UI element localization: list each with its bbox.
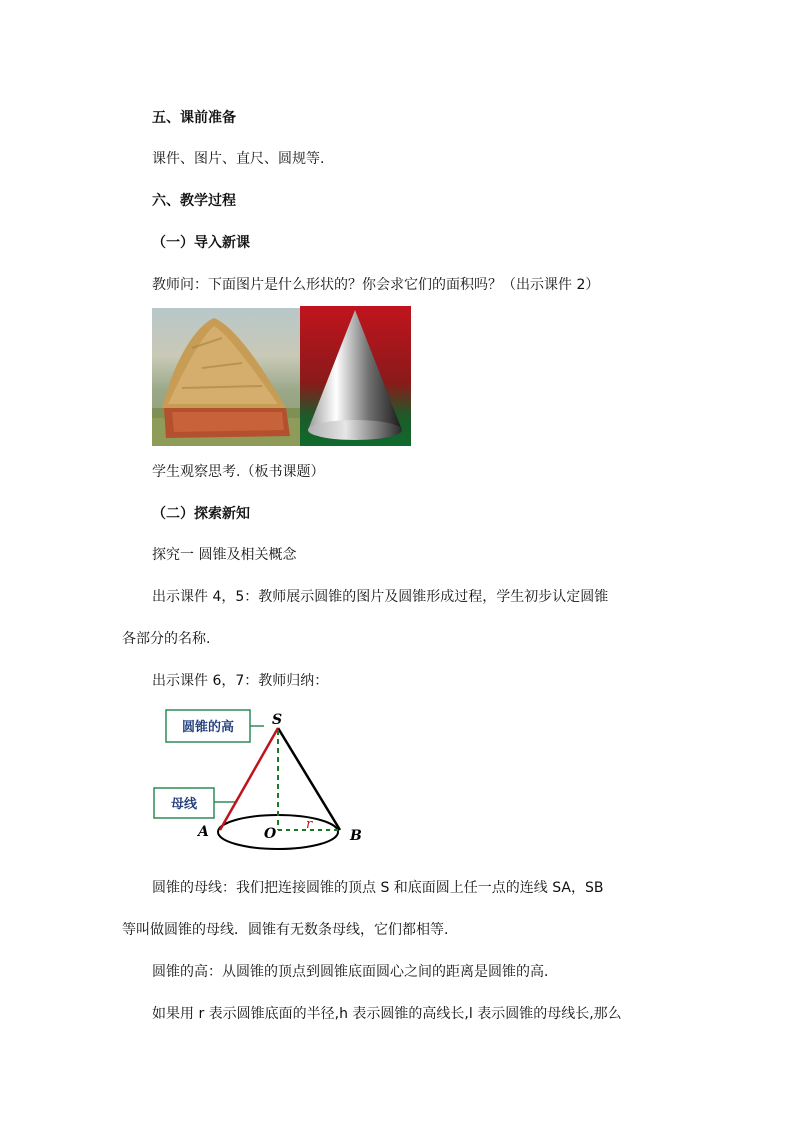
slant-label: 母线 <box>170 797 198 812</box>
sub1-heading: （一）导入新课 <box>152 235 250 251</box>
para1-line1: 出示课件 4，5：教师展示圆锥的图片及圆锥形成过程，学生初步认定圆锥 <box>152 589 609 605</box>
explore1-heading: 探究一 圆锥及相关概念 <box>152 547 297 563</box>
def1-line1: 圆锥的母线：我们把连接圆锥的顶点 S 和底面圆上任一点的连线 SA，SB <box>152 880 604 896</box>
haystack-image <box>152 308 300 446</box>
height-label: 圆锥的高 <box>181 720 235 735</box>
para2: 出示课件 6，7：教师归纳： <box>152 673 329 689</box>
cone-diagram <box>150 708 370 853</box>
point-B-label: B <box>350 828 362 844</box>
sub1-after-text: 学生观察思考.（板书课题） <box>152 464 325 480</box>
point-S-label: S <box>272 712 283 728</box>
point-O-label: O <box>264 826 277 842</box>
prep-heading: 五、课前准备 <box>152 110 236 126</box>
cone-image <box>300 306 411 446</box>
sub1-text: 教师问：下面图片是什么形状的？你会求它们的面积吗？（出示课件 2） <box>152 277 600 293</box>
def1-line2: 等叫做圆锥的母线．圆锥有无数条母线，它们都相等. <box>122 922 449 938</box>
point-A-label: A <box>198 824 209 840</box>
prep-text: 课件、图片、直尺、圆规等. <box>152 151 325 167</box>
process-heading: 六、教学过程 <box>152 193 236 209</box>
def2: 圆锥的高：从圆锥的顶点到圆锥底面圆心之间的距离是圆锥的高． <box>152 964 558 980</box>
para1-line2: 各部分的名称. <box>122 631 211 647</box>
radius-r-label: r <box>306 817 313 832</box>
def3: 如果用 r 表示圆锥底面的半径,h 表示圆锥的高线长,l 表示圆锥的母线长,那么 <box>152 1006 622 1022</box>
sub2-heading: （二）探索新知 <box>152 506 250 522</box>
